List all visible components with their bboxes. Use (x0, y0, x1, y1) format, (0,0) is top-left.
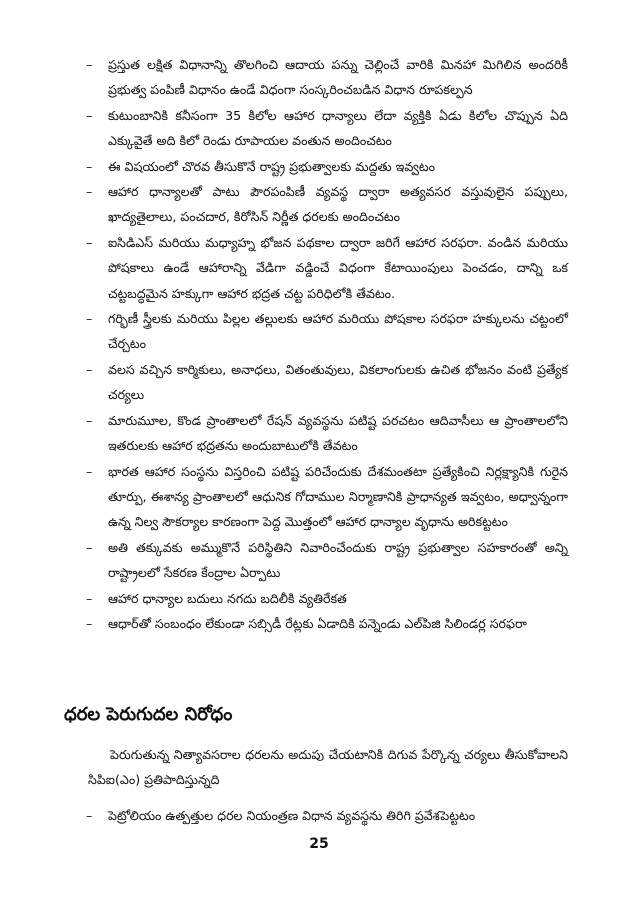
list-item-text: ఆధార్‌తో సంబంధం లేకుండా సబ్సిడీ రేట్లకు ఏడాదికి పన్నెండు ఎల్‌పిజి సిలిండర్ల సరఫరా (108, 615, 527, 631)
bullet-dash: – (86, 234, 93, 250)
list-item (88, 459, 568, 535)
list-item-text: గర్భిణీ స్త్రీలకు మరియు పిల్లల తల్లులకు ఆహార మరియు పోషకాల సరఫరా హక్కులను చట్టంలో చేర్చటం (108, 311, 568, 352)
list-item-text: ప్రస్తుత లక్షిత విధానాన్ని తొలగించి ఆదాయ పన్ను చెల్లించే వారికి మినహా మిగిలిన అందరికీ ప్రభుత్వ పంపిణీ విధానం ఉండే విధంగా సంస్కరించబడిన విధాన రూపకల్పన (108, 57, 568, 98)
list-item (88, 357, 568, 408)
bullet-dash: – (86, 361, 93, 377)
list-item (88, 179, 568, 230)
list-item (88, 803, 588, 828)
bullet-dash: – (86, 57, 93, 72)
list-item (88, 586, 568, 611)
list-item (88, 306, 568, 357)
list-item-text: ఆహార ధాన్యాలతో పాటు పౌరపంపిణీ వ్యవస్థ ద్వారా అత్యవసర వస్తువులైన పప్పులు, ఖాద్యతైలాలు, పంచదార, కిరోసిన్ నిర్ణీత ధరలకు అందించటం (108, 184, 568, 225)
page-number: 25 (309, 836, 329, 852)
list-item-text: ఐసిడిఎస్ మరియు మధ్యాహ్న భోజన పథకాల ద్వారా జరిగే ఆహార సరఫరా. వండిన మరియు పోషకాలు ఉండే ఆహారాన్ని వేడిగా వడ్డించే విధంగా కేటాయింపులు పెంచడం, దాన్ని ఒక చట్టబద్ధమైన హక్కుగా ఆహార భద్రత చట్ట పరిధిలోకి తేవటం. (108, 234, 568, 301)
bullet-dash: – (86, 463, 93, 479)
list-item (88, 230, 568, 306)
bullet-dash: – (86, 184, 93, 200)
bullet-dash: – (86, 412, 93, 428)
list-item-text: ఈ విషయంలో చొరవ తీసుకొనే రాష్ట్ర ప్రభుత్వాలకు మద్దతు ఇవ్వటం (108, 158, 436, 174)
list-item (88, 52, 568, 103)
list-item (88, 154, 568, 179)
list-item-text: పెట్రోలియం ఉత్పత్తుల ధరల నియంత్రణ విధాన వ్యవస్థను తిరిగి ప్రవేశపెట్టటం (108, 808, 476, 823)
list-item-text: ఆహార ధాన్యాల బదులు నగదు బదిలీకి వ్యతిరేకత (108, 590, 347, 606)
demands-list (88, 52, 568, 636)
list-item (88, 535, 568, 586)
bullet-dash: – (86, 808, 93, 823)
bullet-dash: – (86, 590, 93, 606)
list-item-text: కుటుంబానికి కనీసంగా 35 కిలోల ఆహార ధాన్యాలు లేదా వ్యక్తికి ఏడు కిలోల చొప్పున ఏది ఎక్కువైతే అది కిలో రెండు రూపాయల వంతున అందించటం (108, 107, 568, 149)
bullet-dash: – (86, 311, 93, 327)
bullet-dash: – (86, 615, 93, 631)
list-item (88, 408, 568, 459)
intro-paragraph: పెరుగుతున్న నిత్యావసరాల ధరలను అదుపు చేయటానికి దిగువ పేర్కొన్న చర్యలు తీసుకోవాలని సిపిఐ(ఎం) ప్రతిపాదిస్తున్నది (88, 747, 568, 788)
list-item (88, 103, 568, 154)
section-heading: ధరల పెరుగుదల నిరోధం (64, 704, 233, 725)
list-item-text: అతి తక్కువకు అమ్ముకొనే పరిస్థితిని నివారించేందుకు రాష్ట్ర ప్రభుత్వాల సహకారంతో అన్ని రాష్ట్రాలలో సేకరణ కేంద్రాల ఏర్పాటు (108, 539, 568, 581)
bullet-dash: – (86, 539, 93, 555)
bullet-dash: – (86, 158, 93, 174)
list-item-text: భారత ఆహార సంస్థను విస్తరించి పటిష్ట పరిచేందుకు దేశమంతటా ప్రత్యేకించి నిర్లక్ష్యానికి గురైన తూర్పు, ఈశాన్య ప్రాంతాలలో ఆధునిక గోదాముల నిర్మాణానికి ప్రాధాన్యత ఇవ్వటం, అధ్వాన్నంగా ఉన్న నిల్వ సౌకర్యాల కారణంగా పెద్ద మొత్తంలో ఆహార ధాన్యాల వృధాను అరికట్టటం (108, 463, 568, 530)
list-item-text: మారుమూల, కొండ ప్రాంతాలలో రేషన్ వ్యవస్థను పటిష్ట పరచటం ఆదివాసీలు ఆ ప్రాంతాలలోని ఇతరులకు ఆహార భద్రతను అందుబాటులోకి తేవటం (108, 412, 568, 454)
list-item (88, 611, 568, 636)
list-item-text: వలస వచ్చిన కార్మికులు, అనాధలు, వితంతువులు, వికలాంగులకు ఉచిత భోజనం వంటి ప్రత్యేక చర్యలు (108, 361, 568, 403)
bullet-dash: – (86, 107, 93, 123)
